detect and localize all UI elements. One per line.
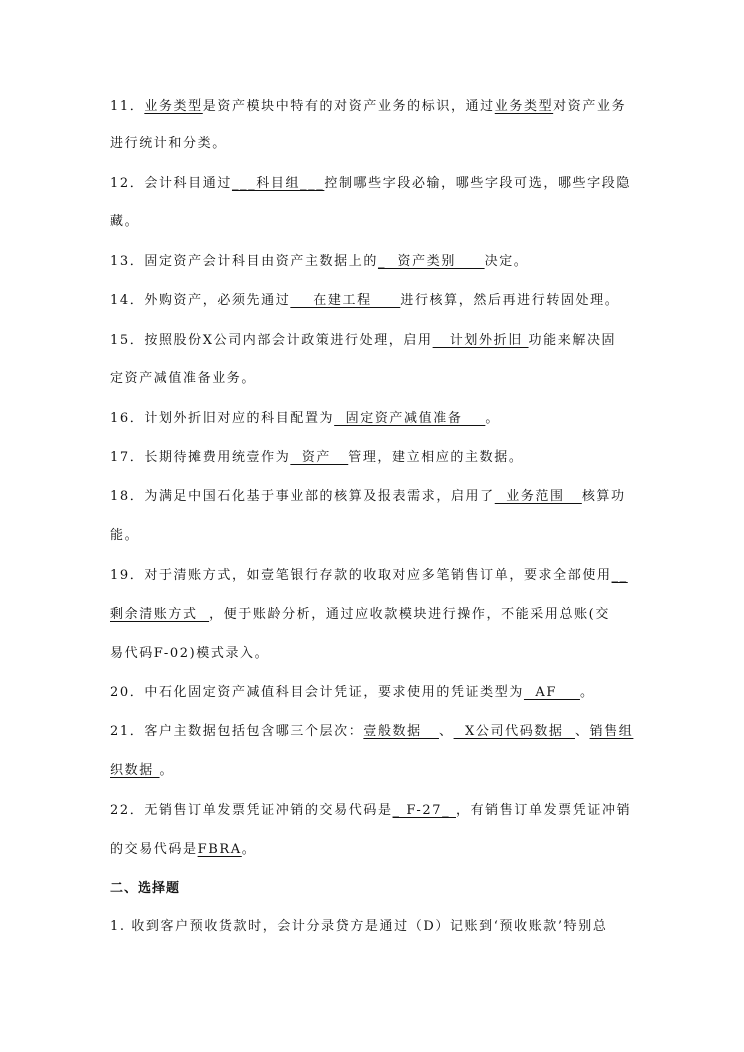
question-17: 17．长期待摊费用统壹作为 资产 管理，建立相应的主数据。 — [110, 450, 524, 465]
question-19-cont2: 易代码F-02)模式录入。 — [110, 646, 270, 661]
answer-blank: ___科目组___ — [231, 176, 325, 191]
question-13: 13．固定资产会计科目由资产主数据上的_ 资产类别 决定。 — [110, 254, 529, 269]
question-16: 16．计划外折旧对应的科目配置为 固定资产减值准备 。 — [110, 411, 500, 426]
answer-blank: AF — [523, 685, 580, 700]
choice-question-1: 1. 收到客户预收货款时，会计分录贷方是通过（D）记账到‘预收账款’特别总 — [110, 919, 608, 934]
question-11: 11．业务类型是资产模块中特有的对资产业务的标识，通过业务类型对资产业务 — [110, 99, 627, 114]
question-19-cont1: 剩余清账方式 ，便于账龄分析，通过应收款模块进行操作，不能采用总账(交 — [110, 607, 610, 622]
answer-blank: 计划外折旧 — [432, 333, 529, 348]
question-18: 18．为满足中国石化基于事业部的核算及报表需求，启用了 业务范围 核算功 — [110, 489, 626, 504]
answer-blank: 壹般数据 — [363, 724, 439, 739]
answer-blank: _ F-27_ — [392, 803, 456, 818]
question-11-cont: 进行统计和分类。 — [110, 136, 227, 151]
answer-blank: 在建工程 — [290, 293, 401, 308]
question-19: 19．对于清账方式，如壹笔银行存款的收取对应多笔销售订单，要求全部使用__ — [110, 568, 628, 583]
question-20: 20．中石化固定资产减值科目会计凭证，要求使用的凭证类型为 AF 。 — [110, 685, 595, 700]
question-21: 21．客户主数据包括包含哪三个层次：壹般数据 、 X公司代码数据 、销售组 — [110, 724, 634, 739]
answer-blank: 固定资产减值准备 — [334, 411, 486, 426]
question-15: 15．按照股份X公司内部会计政策进行处理，启用 计划外折旧 功能来解决固 — [110, 333, 617, 348]
answer-blank: 资产 — [290, 450, 349, 465]
question-22: 22．无销售订单发票凭证冲销的交易代码是_ F-27_ ，有销售订单发票凭证冲销 — [110, 803, 632, 818]
answer-blank: __ — [611, 568, 628, 583]
question-15-cont: 定资产减值准备业务。 — [110, 371, 257, 386]
question-14: 14．外购资产，必须先通过 在建工程 进行核算，然后再进行转固处理。 — [110, 293, 620, 308]
question-18-cont: 能。 — [110, 528, 140, 543]
question-12: 12．会计科目通过___科目组___控制哪些字段必输，哪些字段可选，哪些字段隐 — [110, 176, 631, 191]
answer-blank: 织数据 — [110, 763, 160, 778]
answer-blank: 业务范围 — [494, 489, 582, 504]
answer-blank: FBRA — [197, 842, 242, 857]
answer-blank: 业务类型 — [494, 99, 554, 114]
question-22-cont: 的交易代码是FBRA。 — [110, 842, 257, 857]
section-title: 二、选择题 — [110, 881, 181, 896]
answer-blank: X公司代码数据 — [453, 724, 575, 739]
answer-blank: 剩余清账方式 — [110, 607, 210, 622]
question-12-cont: 藏。 — [110, 214, 140, 229]
question-21-cont: 织数据 。 — [110, 763, 175, 778]
answer-blank: 销售组 — [589, 724, 634, 739]
answer-blank: _ 资产类别 — [377, 254, 485, 269]
answer-blank: 业务类型 — [144, 99, 203, 114]
